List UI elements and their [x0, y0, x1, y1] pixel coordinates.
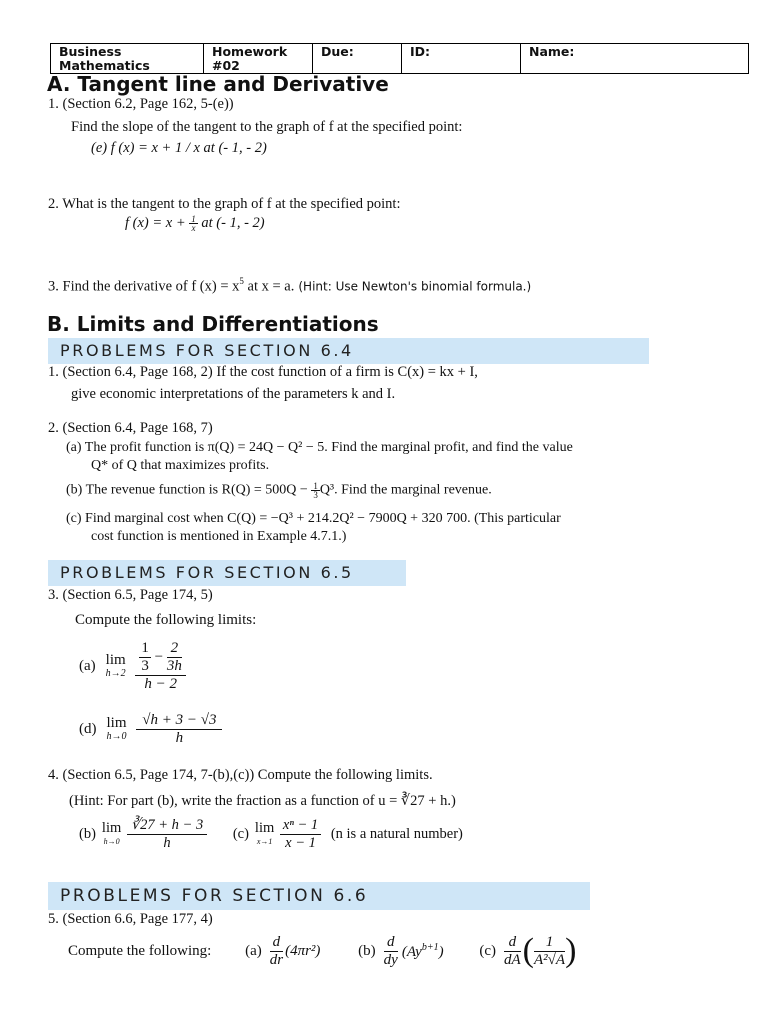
- a-q3-tail: at x = a.: [243, 278, 295, 295]
- b-q3-a-d1: 3: [141, 658, 149, 674]
- b-q3-d-denominator: h: [175, 730, 184, 746]
- b-q4-c-lim-sub: x→1: [256, 836, 273, 846]
- a-q3-exp: 5: [239, 276, 244, 286]
- b-q5-c-lparen-icon: (: [522, 932, 534, 969]
- b-q2-a1: (a) The profit function is π(Q) = 24Q − Q² − 5. Find the marginal profit, and find the value: [66, 440, 573, 455]
- b-q2-b-num: 1: [313, 481, 318, 491]
- b-q2-a2: Q* of Q that maximizes profits.: [91, 458, 270, 473]
- name-cell: Name:: [521, 44, 749, 74]
- b-q5-a-dr: dr: [269, 951, 284, 968]
- a-q2-function: [125, 215, 265, 232]
- b-q5-prompt: Compute the following:: [68, 942, 212, 959]
- b-q5-b-dy: dy: [383, 951, 398, 968]
- b-q4-b-numerator: ∛27 + h − 3: [127, 817, 207, 835]
- b-q4-hint: (Hint: For part (b), write the fraction as a function of u = ∛27 + h.): [69, 793, 456, 809]
- b-q4-b-fraction: [127, 817, 207, 852]
- section-b-title: B. Limits and Differentiations: [47, 312, 379, 336]
- b-q3-a-denominator: h − 2: [144, 676, 177, 692]
- a-q2-func-right: at (- 1, - 2): [197, 215, 265, 231]
- a-q2-fraction: [189, 215, 198, 232]
- b-q5-b-d: d: [384, 934, 398, 952]
- b-q5-c-den: A²√A: [534, 951, 566, 968]
- b-q3-a-minus: −: [154, 649, 164, 665]
- a-q3-hint: (Hint: Use Newton's binomial formula.): [298, 279, 532, 294]
- b-q5-b-label: (b): [358, 942, 376, 959]
- b-q5-b-deriv: [384, 934, 398, 969]
- b-q3-a-lim-sub: h→2: [105, 667, 126, 679]
- b-q5-c-rparen-icon: ): [565, 932, 577, 969]
- b-q5-c-d: d: [504, 934, 521, 952]
- b-q3-a-n1: 1: [141, 640, 149, 656]
- homework-cell: Homework #02: [204, 44, 313, 74]
- b-q3-a-numerator: [135, 640, 185, 676]
- header-table: [50, 43, 749, 74]
- b-q4-c-denominator: x − 1: [285, 835, 316, 851]
- b-q2-b: [66, 482, 492, 499]
- b-q3-d-numerator: √h + 3 − √3: [136, 712, 222, 730]
- b-q3-a-lim: [105, 651, 126, 680]
- b-q3-prompt: Compute the following limits:: [75, 612, 257, 628]
- b-q5-row: [68, 932, 576, 970]
- b-q3-a: [79, 640, 186, 693]
- b-q3-d-lim-sub: h→0: [106, 730, 127, 742]
- b-q5-c-dA: dA: [504, 951, 521, 968]
- b-q1-line2: give economic interpretations of the parameters k and I.: [71, 386, 396, 402]
- a-q2-func-left: f (x) = x +: [125, 215, 190, 231]
- b-q3-a-label: (a): [79, 658, 96, 674]
- b-q3-d-lim: [106, 714, 127, 743]
- course-cell: Business Mathematics: [51, 44, 204, 74]
- section-a-title: A. Tangent line and Derivative: [47, 72, 389, 96]
- b-q3-a-fraction: [135, 640, 185, 693]
- a-q2-frac-num: 1: [191, 214, 196, 225]
- b-q3-d-label: (d): [79, 721, 97, 737]
- due-cell: Due:: [313, 44, 402, 74]
- b-q3-a-frac2: [167, 640, 182, 675]
- b-q1-line1: 1. (Section 6.4, Page 168, 2) If the cost function of a firm is C(x) = kx + I,: [48, 364, 478, 380]
- b-q5-c-label: (c): [479, 942, 496, 959]
- b-q5-ref: 5. (Section 6.6, Page 177, 4): [48, 911, 213, 927]
- b-q5-c-fraction: [534, 934, 565, 969]
- b-q2-c2: cost function is mentioned in Example 4.7.1.): [91, 529, 347, 544]
- b-q4-limits: [79, 817, 463, 852]
- b-q4-c-label: (c): [232, 826, 249, 842]
- b-q3-d-fraction: [136, 712, 222, 747]
- a-q3-line: [48, 276, 531, 295]
- b-q3-a-lim-text: lim: [105, 651, 126, 668]
- a-q3-prompt: 3. Find the derivative of f (x) = x: [48, 278, 240, 295]
- b-q4-b-denominator: h: [163, 835, 171, 851]
- b-q2-b-frac: [311, 482, 320, 499]
- b-q5-b-close: ): [438, 943, 444, 960]
- b-q3-a-frac1: [139, 640, 151, 675]
- b-q2-b-post: Q³. Find the marginal revenue.: [319, 482, 492, 498]
- b-q3-d-lim-text: lim: [106, 714, 127, 731]
- b-q4-c-numerator: xⁿ − 1: [280, 817, 321, 835]
- b-q2-ref: 2. (Section 6.4, Page 168, 7): [48, 420, 213, 436]
- b-q5-b-expr: [401, 941, 444, 960]
- b-q4-b-lim-sub: h→0: [103, 836, 120, 846]
- b-q3-a-n2: 2: [167, 640, 182, 658]
- b-q5-a-d: d: [270, 934, 283, 952]
- band-section-6-6: PROBLEMS FOR SECTION 6.6: [48, 882, 590, 910]
- b-q4-b-lim-text: lim: [101, 819, 122, 836]
- b-q5-a-expr: (4πr²): [285, 942, 321, 959]
- b-q5-a-deriv: [270, 934, 283, 969]
- b-q4-b-label: (b): [79, 826, 96, 842]
- b-q2-c1: (c) Find marginal cost when C(Q) = −Q³ + 214.2Q² − 7900Q + 320 700. (This particular: [66, 511, 561, 526]
- b-q4-b-lim: [101, 819, 122, 848]
- id-cell: ID:: [402, 44, 521, 74]
- a-q1-prompt: Find the slope of the tangent to the graph of f at the specified point:: [71, 119, 463, 135]
- b-q5-c-deriv: [504, 934, 521, 969]
- a-q1-item: (e) f (x) = x + 1 / x at (- 1, - 2): [91, 140, 267, 156]
- b-q4-c-lim-text: lim: [254, 819, 275, 836]
- b-q2-b-den: 3: [313, 490, 318, 500]
- a-q2-prompt: 2. What is the tangent to the graph of f at the specified point:: [48, 196, 401, 212]
- b-q2-b-pre: (b) The revenue function is R(Q) = 500Q −: [66, 482, 312, 498]
- a-q1-ref: 1. (Section 6.2, Page 162, 5-(e)): [48, 96, 234, 112]
- b-q4-c-note: (n is a natural number): [330, 826, 463, 842]
- band-section-6-5: PROBLEMS FOR SECTION 6.5: [48, 560, 406, 586]
- a-q2-frac-den: x: [191, 223, 196, 234]
- b-q3-ref: 3. (Section 6.5, Page 174, 5): [48, 587, 213, 603]
- band-section-6-4: PROBLEMS FOR SECTION 6.4: [48, 338, 649, 364]
- b-q5-b-exp: b+1: [421, 941, 439, 953]
- b-q3-d: [79, 712, 222, 747]
- b-q4-ref: 4. (Section 6.5, Page 174, 7-(b),(c)) Compute the following limits.: [48, 767, 433, 783]
- b-q5-b-base: (Ay: [401, 943, 422, 960]
- b-q5-a-label: (a): [245, 942, 262, 959]
- b-q4-c-lim: [254, 819, 275, 848]
- b-q4-c-fraction: [280, 817, 321, 852]
- b-q5-c-num: 1: [534, 934, 565, 952]
- b-q3-a-d2: 3h: [166, 658, 182, 674]
